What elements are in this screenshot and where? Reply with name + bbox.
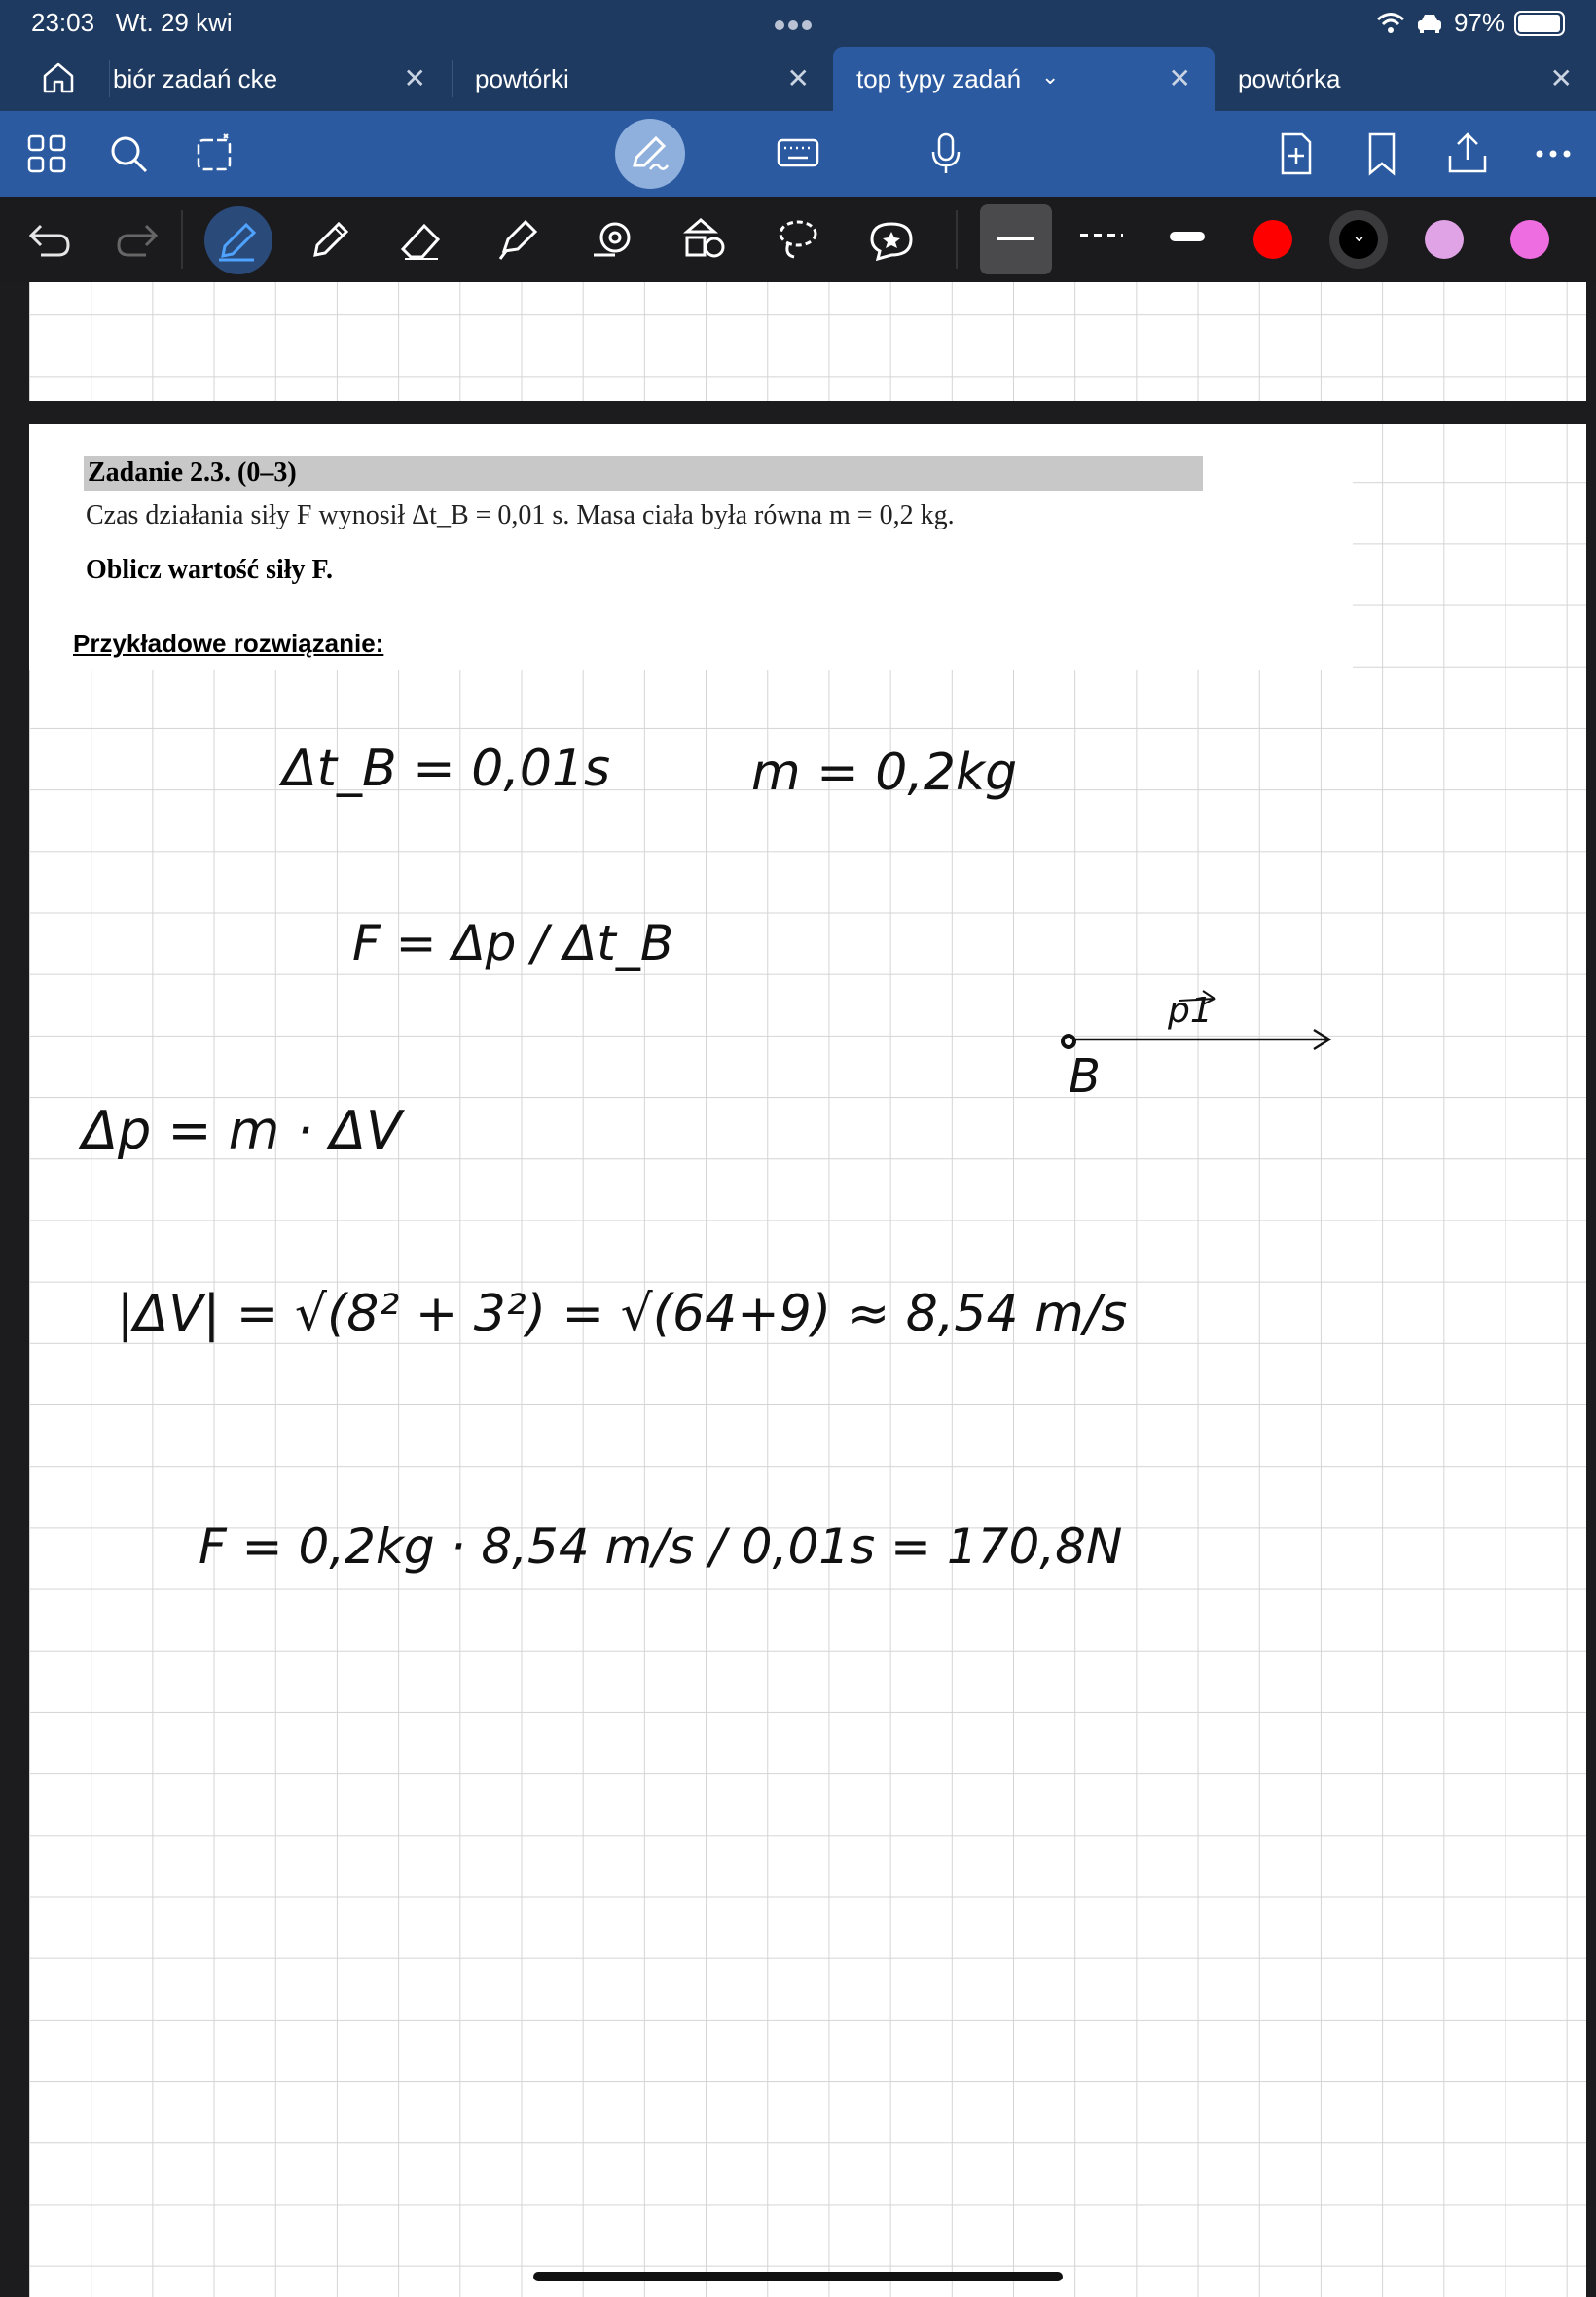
stroke-dashed[interactable] (1080, 234, 1123, 237)
close-icon[interactable]: ✕ (786, 63, 810, 93)
pen-icon (215, 217, 262, 264)
color-swatch-light-pink[interactable] (1425, 220, 1464, 259)
note-page[interactable] (29, 424, 1586, 2297)
multitasking-dots[interactable] (775, 18, 816, 35)
battery-percent: 97% (1453, 8, 1505, 37)
status-bar (0, 0, 1596, 47)
stroke-thick[interactable] (1170, 232, 1205, 241)
search-icon[interactable] (105, 130, 152, 177)
pen-mode-icon (627, 130, 673, 177)
redo-icon[interactable] (113, 216, 160, 263)
tab-bar (0, 47, 1596, 111)
car-icon (1415, 12, 1444, 35)
color-swatch-black-selected[interactable] (1329, 210, 1388, 269)
home-icon[interactable] (41, 60, 76, 95)
hw-line-momentum: Δp = m · ΔV (82, 1100, 402, 1161)
pencil-icon[interactable] (308, 216, 354, 263)
point-label: B (1069, 1049, 1101, 1104)
grid-icon[interactable] (23, 130, 70, 177)
close-icon[interactable]: ✕ (1549, 63, 1573, 93)
task-instruction: Oblicz wartość siły F. (86, 555, 334, 585)
hw-line-velocity: |ΔV| = √(8² + 3²) = √(64+9) ≈ 8,54 m/s (117, 1285, 1128, 1343)
previous-page[interactable] (29, 282, 1586, 401)
stroke-solid-selected[interactable] (980, 204, 1052, 274)
hw-line-time: Δt_B = 0,01s (282, 740, 611, 798)
color-swatch-red[interactable] (1253, 220, 1292, 259)
tab-powtorka[interactable]: powtórka ✕ (1238, 63, 1573, 93)
battery-icon (1514, 11, 1565, 36)
sticker-icon[interactable] (868, 216, 915, 263)
example-label: Przykładowe rozwiązanie: (73, 629, 384, 658)
home-indicator[interactable] (533, 2272, 1063, 2281)
chevron-down-icon: ⌄ (1352, 226, 1367, 245)
tape-icon[interactable] (590, 216, 636, 263)
task-text: Czas działania siły F wynosił Δt_B = 0,01 s. Masa ciała była równa m = 0,2 kg. (86, 500, 955, 530)
undo-icon[interactable] (27, 216, 74, 263)
microphone-icon[interactable] (923, 130, 969, 177)
color-swatch-pink[interactable] (1510, 220, 1549, 259)
task-heading: Zadanie 2.3. (0–3) (84, 456, 1203, 491)
share-icon[interactable] (1444, 130, 1491, 177)
pen-mode-button[interactable] (615, 119, 685, 189)
hw-line-mass: m = 0,2kg (751, 744, 1018, 802)
lasso-select-icon[interactable] (191, 130, 237, 177)
eraser-icon[interactable] (397, 216, 444, 263)
tab-zbior-zadan[interactable]: biór zadań cke ✕ (113, 63, 426, 93)
wifi-icon (1376, 12, 1405, 35)
status-time: 23:03 Wt. 29 kwi (31, 8, 233, 37)
close-icon[interactable]: ✕ (1168, 63, 1191, 93)
chevron-down-icon[interactable]: ⌄ (1041, 64, 1060, 89)
tab-top-typy-zadan[interactable]: top typy zadań ⌄ ✕ (833, 47, 1215, 111)
more-icon[interactable] (1530, 130, 1577, 177)
vector-label: p1 (1168, 991, 1213, 1031)
pdf-snippet (29, 424, 1353, 670)
main-toolbar (0, 111, 1596, 197)
close-icon[interactable]: ✕ (403, 63, 426, 93)
lasso-icon[interactable] (775, 216, 821, 263)
keyboard-icon[interactable] (775, 130, 821, 177)
shapes-icon[interactable] (681, 216, 728, 263)
pen-tool-button[interactable] (204, 206, 272, 274)
highlighter-icon[interactable] (494, 216, 541, 263)
hw-line-result: F = 0,2kg · 8,54 m/s / 0,01s = 170,8N (199, 1518, 1123, 1575)
hw-line-force-formula: F = Δp / Δt_B (352, 915, 674, 971)
bookmark-icon[interactable] (1359, 130, 1405, 177)
add-page-icon[interactable] (1273, 130, 1320, 177)
tab-powtorki[interactable]: powtórki ✕ (475, 63, 810, 93)
